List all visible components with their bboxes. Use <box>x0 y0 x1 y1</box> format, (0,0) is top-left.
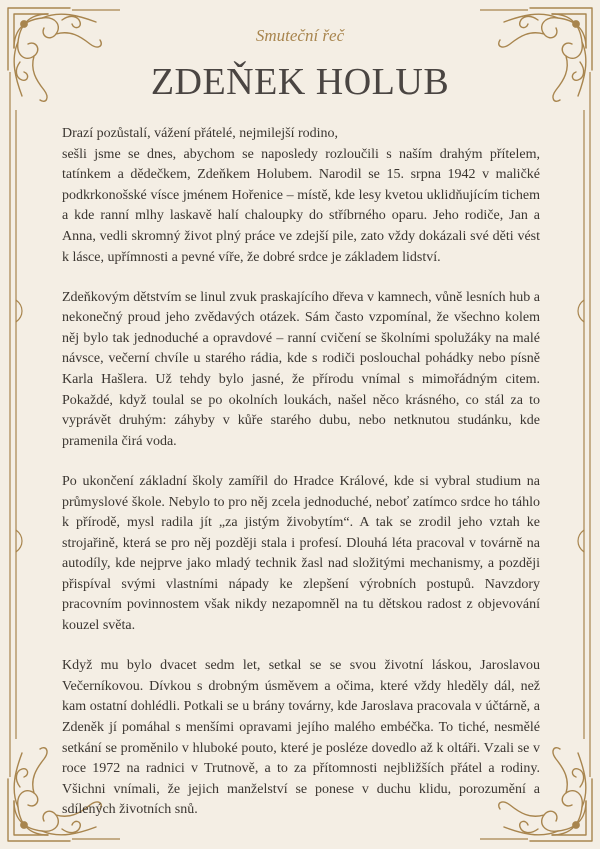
paragraph-1-text: sešli jsme se dnes, abychom se naposledy rozloučili s naším drahým přítelem, tatínkem a dědečkem, Zdeňkem Holubem. Narodil se 15. srpna 1942 v maličké podkrkonošské víscе jménem Hořenice – místě, kde lesy kvetou uklidňujícím tichem a kde ranní mlhy laskavě halí chaloupky do stříbrného oparu. Jeho rodiče, Jan a Anna, vedli skromný život plný práce ve zdejší pile, zato vždy dokázali své děti vést k lásce, upřímnosti a pevné víře, že dobré srdce je základem lidství. <box>62 146 540 265</box>
deceased-name-title: ZDEŇEK HOLUB <box>150 61 450 103</box>
greeting-line: Drazí pozůstalí, vážení přátelé, nejmilejší rodino, <box>62 126 339 141</box>
speech-body <box>62 124 540 840</box>
speech-subtitle: Smuteční řeč <box>255 26 345 45</box>
paragraph-1 <box>62 124 540 268</box>
paragraph-2: Zdeňkovým dětstvím se linul zvuk praskajícího dřeva v kamnech, vůně lesních hub a nekonečný proud jeho zvědavých otázek. Sám často vzpomínal, že všechno kolem něj bylo tak jednoduché a opravdové – ranní cvičení se školními spolužáky na malé návsce, večerní chvíle u starého rádia, kde s rodiči poslouchal pohádky nebo písně Karla Hašlera. Už tehdy bylo jasné, že přírodu vnímal s mimořádným citem. Pokaždé, když toulal se po okolních loukách, našel něco krásného, co stál za to vyprávět druhým: záhyby v kůře starého dubu, nebo netknutou studánku, kde pramenila čirá voda. <box>62 289 540 449</box>
paragraph-4: Když mu bylo dvacet sedm let, setkal se se svou životní láskou, Jaroslavou Večerníkovou. Dívkou s drobným úsměvem a očima, které vždy hleděly dál, než kam ostatní dohlédli. Potkali se u brány továrny, kde Jaroslava pracovala v účtárně, a Zdeněk jí pomáhal s menšími opravami jejího malého embéčka. To tiché, nesmělé setkání se proměnilo v hluboké pouto, které je posléze dovedlo až k oltáři. Vzali se v roce 1972 na radnici v Trutnově, a to za přítomnosti nejbližších přátel a rodiny. Všichni vnímali, že jejich manželství se ponese v duchu klidu, porozumění a sdílených životních snů. <box>62 658 540 818</box>
paragraph-3: Po ukončení základní školy zamířil do Hradce Králové, kde si vybral studium na průmyslové škole. Nebylo to pro něj zcela jednoduché, neboť zatímco srdce ho táhlo k přírodě, mysl radila jít „za jistým živobytím“. A tak se zrodil jeho vztah ke strojařině, která se pro něj později stala i profesí. Dlouhá léta pracoval v továrně na autodíly, kde nejprve jako mladý technik žasl nad složitými mechanismy, a později přispíval svými vlastními nápady ke zlepšení výrobních postupů. Navzdory pracovním povinnostem však nikdy nezapomněl na tu dětskou radost z objevování kouzel světa. <box>62 473 540 634</box>
